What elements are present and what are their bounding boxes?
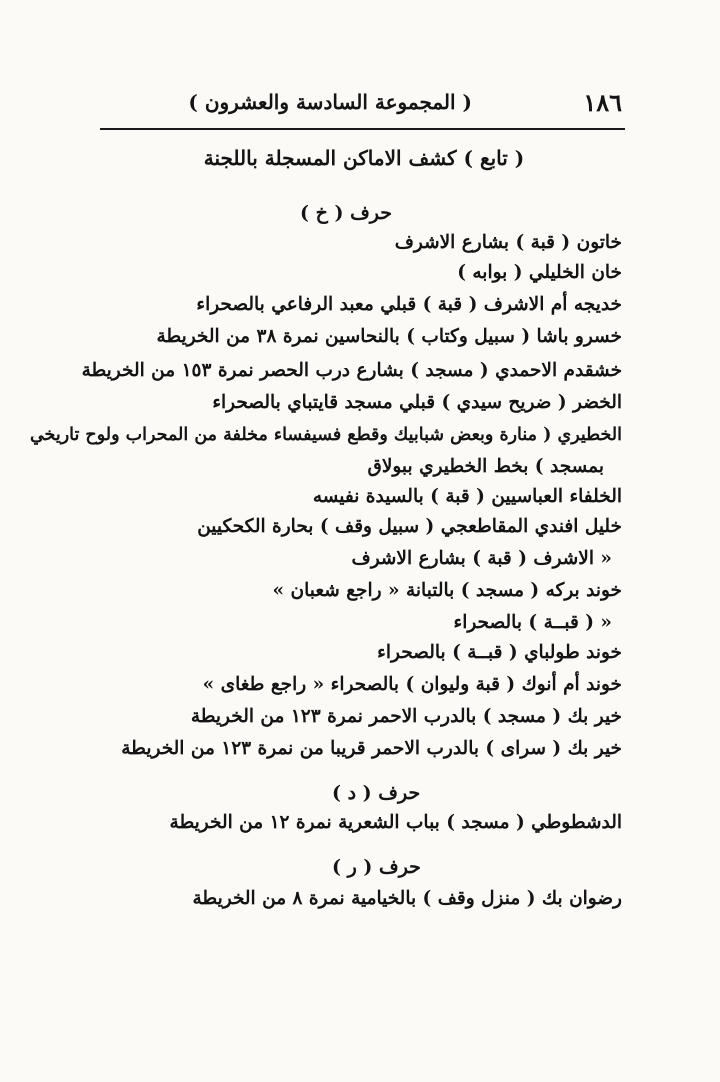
list-item: خوند أم أنوك ( قبة وليوان ) بالصحراء « راجع طغاى » bbox=[202, 674, 622, 695]
letter-heading-dal: حرف ( د ) bbox=[332, 782, 421, 804]
letter-heading-ra: حرف ( ر ) bbox=[332, 856, 421, 878]
list-item: رضوان بك ( منزل وقف ) بالخيامية نمرة ٨ من الخريطة bbox=[192, 888, 622, 909]
list-item: خوند طولباي ( قبــة ) بالصحراء bbox=[377, 642, 622, 663]
list-item: خليل افندي المقاطعجي ( سبيل وقف ) بحارة الكحكيين bbox=[197, 516, 622, 537]
section-title: ( تابع ) كشف الاماكن المسجلة باللجنة bbox=[203, 146, 525, 170]
list-item: « ( قبــة ) بالصحراء bbox=[453, 612, 612, 633]
list-item: خير بك ( مسجد ) بالدرب الاحمر نمرة ١٢٣ من الخريطة bbox=[190, 706, 622, 727]
list-item: الدشطوطي ( مسجد ) بباب الشعرية نمرة ١٢ من الخريطة bbox=[169, 812, 622, 833]
entries-list bbox=[29, 0, 622, 1082]
list-item: بمسجد ) بخط الخطيري ببولاق bbox=[367, 456, 604, 477]
list-item: خان الخليلي ( بوابه ) bbox=[457, 262, 622, 283]
list-item: خوند بركه ( مسجد ) بالتبانة « راجع شعبان » bbox=[272, 580, 622, 601]
list-item: خشقدم الاحمدي ( مسجد ) بشارع درب الحصر نمرة ١٥٣ من الخريطة bbox=[81, 360, 622, 381]
list-item: الخلفاء العباسيين ( قبة ) بالسيدة نفيسه bbox=[312, 486, 622, 507]
running-title: ( المجموعة السادسة والعشرون ) bbox=[188, 90, 472, 114]
list-item: الخطيري ( منارة وبعض شبابيك وقطع فسيفساء مخلفة من المحراب ولوح تاريخي bbox=[29, 425, 622, 445]
page-number: ١٨٦ bbox=[583, 88, 622, 117]
list-item: خديجه أم الاشرف ( قبة ) قبلي معبد الرفاعي بالصحراء bbox=[196, 294, 622, 315]
list-item: الخضر ( ضريح سيدي ) قبلي مسجد قايتباي بالصحراء bbox=[212, 392, 622, 413]
list-item: خسرو باشا ( سبيل وكتاب ) بالنحاسين نمرة ٣٨ من الخريطة bbox=[156, 326, 622, 347]
list-item: « الاشرف ( قبة ) بشارع الاشرف bbox=[351, 548, 612, 569]
list-item: خير بك ( سراى ) بالدرب الاحمر قريبا من نمرة ١٢٣ من الخريطة bbox=[121, 738, 622, 759]
letter-heading-kha: حرف ( خ ) bbox=[300, 202, 393, 224]
list-item: خاتون ( قبة ) بشارع الاشرف bbox=[394, 232, 622, 253]
